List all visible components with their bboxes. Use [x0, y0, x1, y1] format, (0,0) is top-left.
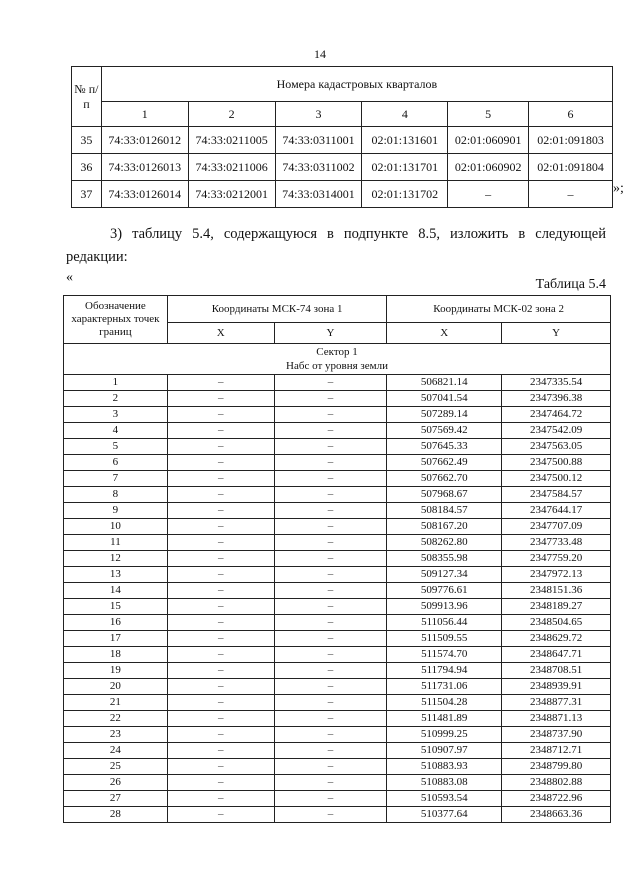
- msk02-x: 508355.98: [387, 551, 502, 567]
- msk02-y: 2348737.90: [502, 727, 611, 743]
- msk74-x: –: [167, 407, 274, 423]
- point-label: 26: [64, 775, 168, 791]
- table-row: [64, 759, 611, 775]
- msk74-x: –: [167, 663, 274, 679]
- point-label: 25: [64, 759, 168, 775]
- msk02-x: 510377.64: [387, 807, 502, 823]
- point-label: 6: [64, 455, 168, 471]
- msk74-y: –: [274, 503, 387, 519]
- msk74-y: –: [274, 535, 387, 551]
- table-row: [64, 439, 611, 455]
- column-number: 6: [529, 102, 613, 127]
- msk02-y: 2347500.88: [502, 455, 611, 471]
- row-number: 35: [72, 127, 102, 154]
- cadastral-number: –: [529, 181, 613, 208]
- msk02-x: 507041.54: [387, 391, 502, 407]
- msk02-y: 2347464.72: [502, 407, 611, 423]
- row-number: 37: [72, 181, 102, 208]
- column-number: 1: [101, 102, 188, 127]
- msk02-x: 511574.70: [387, 647, 502, 663]
- msk74-y: –: [274, 663, 387, 679]
- msk74-x: –: [167, 615, 274, 631]
- x-header: X: [167, 323, 274, 344]
- coordinates-table: [63, 295, 611, 823]
- table-row: [64, 711, 611, 727]
- point-label: 1: [64, 375, 168, 391]
- msk02-y: 2347759.20: [502, 551, 611, 567]
- msk74-x: –: [167, 519, 274, 535]
- sector-header: [64, 344, 611, 375]
- msk74-y: –: [274, 583, 387, 599]
- msk74-x: –: [167, 599, 274, 615]
- msk74-x: –: [167, 455, 274, 471]
- msk74-y: –: [274, 439, 387, 455]
- point-label: 5: [64, 439, 168, 455]
- column-number: 4: [362, 102, 448, 127]
- msk02-x: 511504.28: [387, 695, 502, 711]
- msk02-y: 2348712.71: [502, 743, 611, 759]
- msk74-y: –: [274, 647, 387, 663]
- msk74-x: –: [167, 759, 274, 775]
- cadastral-number: 74:33:0314001: [275, 181, 362, 208]
- msk02-x: 506821.14: [387, 375, 502, 391]
- point-label: 4: [64, 423, 168, 439]
- msk02-x: 509913.96: [387, 599, 502, 615]
- table-row: [64, 599, 611, 615]
- cadastral-number: 74:33:0211006: [188, 154, 275, 181]
- msk02-x: 511509.55: [387, 631, 502, 647]
- point-label: 7: [64, 471, 168, 487]
- msk02-y: 2348708.51: [502, 663, 611, 679]
- msk74-x: –: [167, 631, 274, 647]
- open-quote: «: [66, 270, 73, 285]
- msk02-y: 2347542.09: [502, 423, 611, 439]
- point-label: 18: [64, 647, 168, 663]
- point-label: 2: [64, 391, 168, 407]
- msk02-y: 2348629.72: [502, 631, 611, 647]
- msk02-x: 509127.34: [387, 567, 502, 583]
- point-label: 12: [64, 551, 168, 567]
- msk02-x: 507662.70: [387, 471, 502, 487]
- column-number: 5: [448, 102, 529, 127]
- cadastral-number: 02:01:091804: [529, 154, 613, 181]
- msk74-y: –: [274, 455, 387, 471]
- closing-quote: »;: [613, 181, 624, 196]
- msk74-x: –: [167, 535, 274, 551]
- cadastral-quarters-table: [71, 66, 613, 208]
- msk02-y: 2347563.05: [502, 439, 611, 455]
- msk74-y: –: [274, 375, 387, 391]
- column-number: 2: [188, 102, 275, 127]
- msk02-x: 510907.97: [387, 743, 502, 759]
- cadastral-number: 02:01:131701: [362, 154, 448, 181]
- msk02-y: 2348151.36: [502, 583, 611, 599]
- msk74-y: –: [274, 743, 387, 759]
- table-row: [64, 375, 611, 391]
- msk02-x: 510593.54: [387, 791, 502, 807]
- point-label: 23: [64, 727, 168, 743]
- msk74-y: –: [274, 391, 387, 407]
- msk02-x: 507662.49: [387, 455, 502, 471]
- msk02-x: 511794.94: [387, 663, 502, 679]
- row-number: 36: [72, 154, 102, 181]
- point-label: 17: [64, 631, 168, 647]
- sector-title: Сектор 1: [316, 346, 358, 358]
- table-row: [64, 487, 611, 503]
- point-label: 13: [64, 567, 168, 583]
- point-label: 22: [64, 711, 168, 727]
- point-label: 14: [64, 583, 168, 599]
- table-row: [64, 647, 611, 663]
- point-label: 20: [64, 679, 168, 695]
- table-row: [64, 423, 611, 439]
- msk02-x: 510883.08: [387, 775, 502, 791]
- msk02-x: 511481.89: [387, 711, 502, 727]
- instruction-line-2: редакции:: [66, 249, 128, 265]
- column-number: 3: [275, 102, 362, 127]
- msk74-x: –: [167, 391, 274, 407]
- msk74-y: –: [274, 775, 387, 791]
- msk74-y: –: [274, 727, 387, 743]
- msk74-x: –: [167, 743, 274, 759]
- msk02-y: 2348871.13: [502, 711, 611, 727]
- sector-subtitle: Набс от уровня земли: [286, 360, 388, 372]
- page-number: 14: [314, 47, 326, 61]
- table-row: [64, 535, 611, 551]
- msk02-y: 2347707.09: [502, 519, 611, 535]
- msk02-x: 511056.44: [387, 615, 502, 631]
- point-label: 8: [64, 487, 168, 503]
- msk02-y: 2347335.54: [502, 375, 611, 391]
- msk74-y: –: [274, 423, 387, 439]
- msk74-y: –: [274, 679, 387, 695]
- msk02-y: 2348504.65: [502, 615, 611, 631]
- table-row: [72, 127, 613, 154]
- table-row: [72, 154, 613, 181]
- msk02-x: 510883.93: [387, 759, 502, 775]
- point-label: 11: [64, 535, 168, 551]
- cadastral-number: 74:33:0212001: [188, 181, 275, 208]
- table-row: [64, 631, 611, 647]
- msk02-y: 2348189.27: [502, 599, 611, 615]
- cadastral-number: 74:33:0311002: [275, 154, 362, 181]
- msk02-y: 2347972.13: [502, 567, 611, 583]
- cadastral-number: 02:01:091803: [529, 127, 613, 154]
- msk02-x: 510999.25: [387, 727, 502, 743]
- msk74-x: –: [167, 775, 274, 791]
- cadastral-number: 74:33:0211005: [188, 127, 275, 154]
- table-row: [64, 743, 611, 759]
- msk02-y: 2347500.12: [502, 471, 611, 487]
- y-header: Y: [274, 323, 387, 344]
- msk02-x: 507645.33: [387, 439, 502, 455]
- msk74-x: –: [167, 503, 274, 519]
- point-label: 21: [64, 695, 168, 711]
- y-header: Y: [502, 323, 611, 344]
- msk02-x: 507569.42: [387, 423, 502, 439]
- table-row: [64, 791, 611, 807]
- cadastral-number: 02:01:131601: [362, 127, 448, 154]
- msk02-x: 509776.61: [387, 583, 502, 599]
- msk74-y: –: [274, 807, 387, 823]
- table-row: [64, 679, 611, 695]
- msk74-x: –: [167, 551, 274, 567]
- point-label: 3: [64, 407, 168, 423]
- msk74-x: –: [167, 647, 274, 663]
- msk02-y: 2347396.38: [502, 391, 611, 407]
- table-row: [72, 181, 613, 208]
- msk74-y: –: [274, 695, 387, 711]
- msk74-y: –: [274, 567, 387, 583]
- msk02-x: 507968.67: [387, 487, 502, 503]
- msk74-y: –: [274, 791, 387, 807]
- msk74-x: –: [167, 423, 274, 439]
- msk02-y: 2348647.71: [502, 647, 611, 663]
- table-row: [64, 775, 611, 791]
- msk74-x: –: [167, 807, 274, 823]
- msk74-x: –: [167, 791, 274, 807]
- msk74-x: –: [167, 711, 274, 727]
- point-label: 10: [64, 519, 168, 535]
- msk74-y: –: [274, 711, 387, 727]
- msk74-y: –: [274, 487, 387, 503]
- msk74-y: –: [274, 407, 387, 423]
- msk74-y: –: [274, 615, 387, 631]
- cadastral-number: 02:01:060901: [448, 127, 529, 154]
- msk02-y: 2348722.96: [502, 791, 611, 807]
- table-row: [64, 407, 611, 423]
- msk74-y: –: [274, 551, 387, 567]
- msk74-x: –: [167, 439, 274, 455]
- msk74-x: –: [167, 679, 274, 695]
- table-row: [64, 807, 611, 823]
- table-row: [64, 615, 611, 631]
- point-label: 9: [64, 503, 168, 519]
- table-row: [64, 455, 611, 471]
- point-label: 19: [64, 663, 168, 679]
- msk74-y: –: [274, 599, 387, 615]
- table-row: [64, 391, 611, 407]
- table-row: [64, 551, 611, 567]
- cadastral-number: 74:33:0126013: [101, 154, 188, 181]
- table-row: [64, 583, 611, 599]
- instruction-line-1: 3) таблицу 5.4, содержащуюся в подпункте 8.5, изложить в следующей: [110, 226, 606, 242]
- msk02-header: Координаты МСК-02 зона 2: [387, 296, 611, 323]
- col-no-header: № п/п: [72, 67, 102, 127]
- table-row: [64, 503, 611, 519]
- table-row: [64, 663, 611, 679]
- x-header: X: [387, 323, 502, 344]
- point-label: 16: [64, 615, 168, 631]
- cadastral-number: –: [448, 181, 529, 208]
- msk02-y: 2348939.91: [502, 679, 611, 695]
- msk74-x: –: [167, 487, 274, 503]
- point-label: 15: [64, 599, 168, 615]
- msk02-y: 2348877.31: [502, 695, 611, 711]
- msk02-x: 508184.57: [387, 503, 502, 519]
- designation-header: Обозначение характерных точек границ: [64, 296, 168, 344]
- msk02-x: 508262.80: [387, 535, 502, 551]
- msk74-y: –: [274, 471, 387, 487]
- table-row: [64, 519, 611, 535]
- msk02-x: 507289.14: [387, 407, 502, 423]
- cadastral-number: 02:01:131702: [362, 181, 448, 208]
- msk74-y: –: [274, 759, 387, 775]
- table-row: [64, 567, 611, 583]
- cadastral-number: 74:33:0126014: [101, 181, 188, 208]
- group-header: Номера кадастровых кварталов: [101, 67, 612, 102]
- msk74-y: –: [274, 631, 387, 647]
- msk74-y: –: [274, 519, 387, 535]
- cadastral-number: 02:01:060902: [448, 154, 529, 181]
- table-row: [64, 695, 611, 711]
- msk74-x: –: [167, 471, 274, 487]
- point-label: 28: [64, 807, 168, 823]
- cadastral-number: 74:33:0311001: [275, 127, 362, 154]
- msk02-y: 2347584.57: [502, 487, 611, 503]
- point-label: 27: [64, 791, 168, 807]
- msk02-y: 2348799.80: [502, 759, 611, 775]
- table-caption: Таблица 5.4: [535, 277, 606, 292]
- table-row: [64, 471, 611, 487]
- msk02-y: 2348663.36: [502, 807, 611, 823]
- table-row: [64, 727, 611, 743]
- msk74-x: –: [167, 375, 274, 391]
- msk02-y: 2347733.48: [502, 535, 611, 551]
- msk74-x: –: [167, 583, 274, 599]
- point-label: 24: [64, 743, 168, 759]
- msk74-x: –: [167, 727, 274, 743]
- cadastral-number: 74:33:0126012: [101, 127, 188, 154]
- msk74-header: Координаты МСК-74 зона 1: [167, 296, 386, 323]
- msk02-y: 2347644.17: [502, 503, 611, 519]
- msk74-x: –: [167, 567, 274, 583]
- msk02-x: 508167.20: [387, 519, 502, 535]
- msk74-x: –: [167, 695, 274, 711]
- msk02-y: 2348802.88: [502, 775, 611, 791]
- msk02-x: 511731.06: [387, 679, 502, 695]
